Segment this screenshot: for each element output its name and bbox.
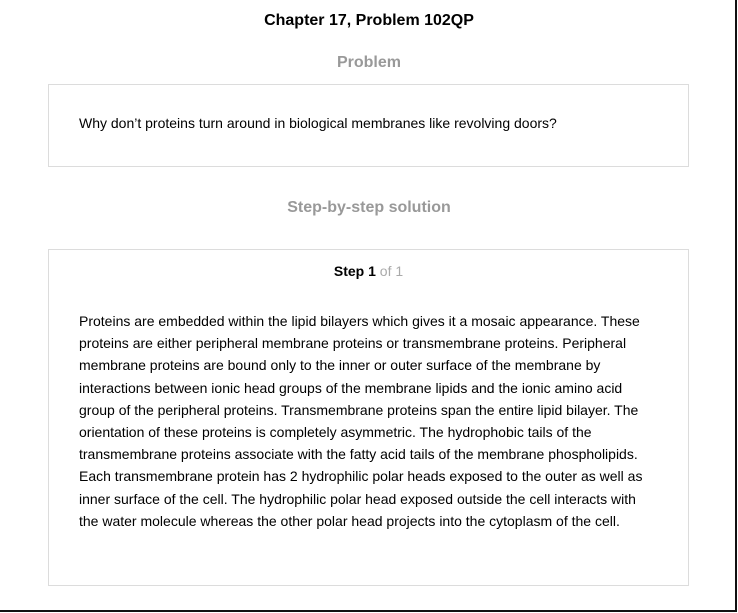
solution-heading: Step-by-step solution <box>287 199 451 216</box>
problem-text: Why don’t proteins turn around in biological membranes like revolving doors? <box>79 115 557 131</box>
step-label <box>49 263 688 279</box>
chapter-title: Chapter 17, Problem 102QP <box>264 12 474 29</box>
solution-card <box>48 249 689 586</box>
solution-text: Proteins are embedded within the lipid bilayers which gives it a mosaic appearance. These proteins are either peripheral membrane proteins or transmembrane proteins. Peripheral membrane proteins are bound only to the inner or outer surface of the membrane by interactions between ionic head groups of the membrane lipids and the ionic amino acid group of the peripheral proteins. Transmembrane proteins span the entire lipid bilayer. The orientation of these proteins is completely asymmetric. The hydrophobic tails of the transmembrane proteins associate with the fatty acid tails of the membrane phospholipids. Each transmembrane protein has 2 hydrophilic polar heads exposed to the outer as well as inner surface of the cell. The hydrophilic polar head exposed outside the cell interacts with the water molecule whereas the other polar head projects into the cytoplasm of the cell. <box>79 313 643 529</box>
problem-heading: Problem <box>336 54 401 71</box>
step-number: 1 <box>368 263 376 279</box>
problem-card <box>48 84 689 167</box>
step-prefix: Step <box>333 263 365 279</box>
step-total: of 1 <box>379 263 404 279</box>
